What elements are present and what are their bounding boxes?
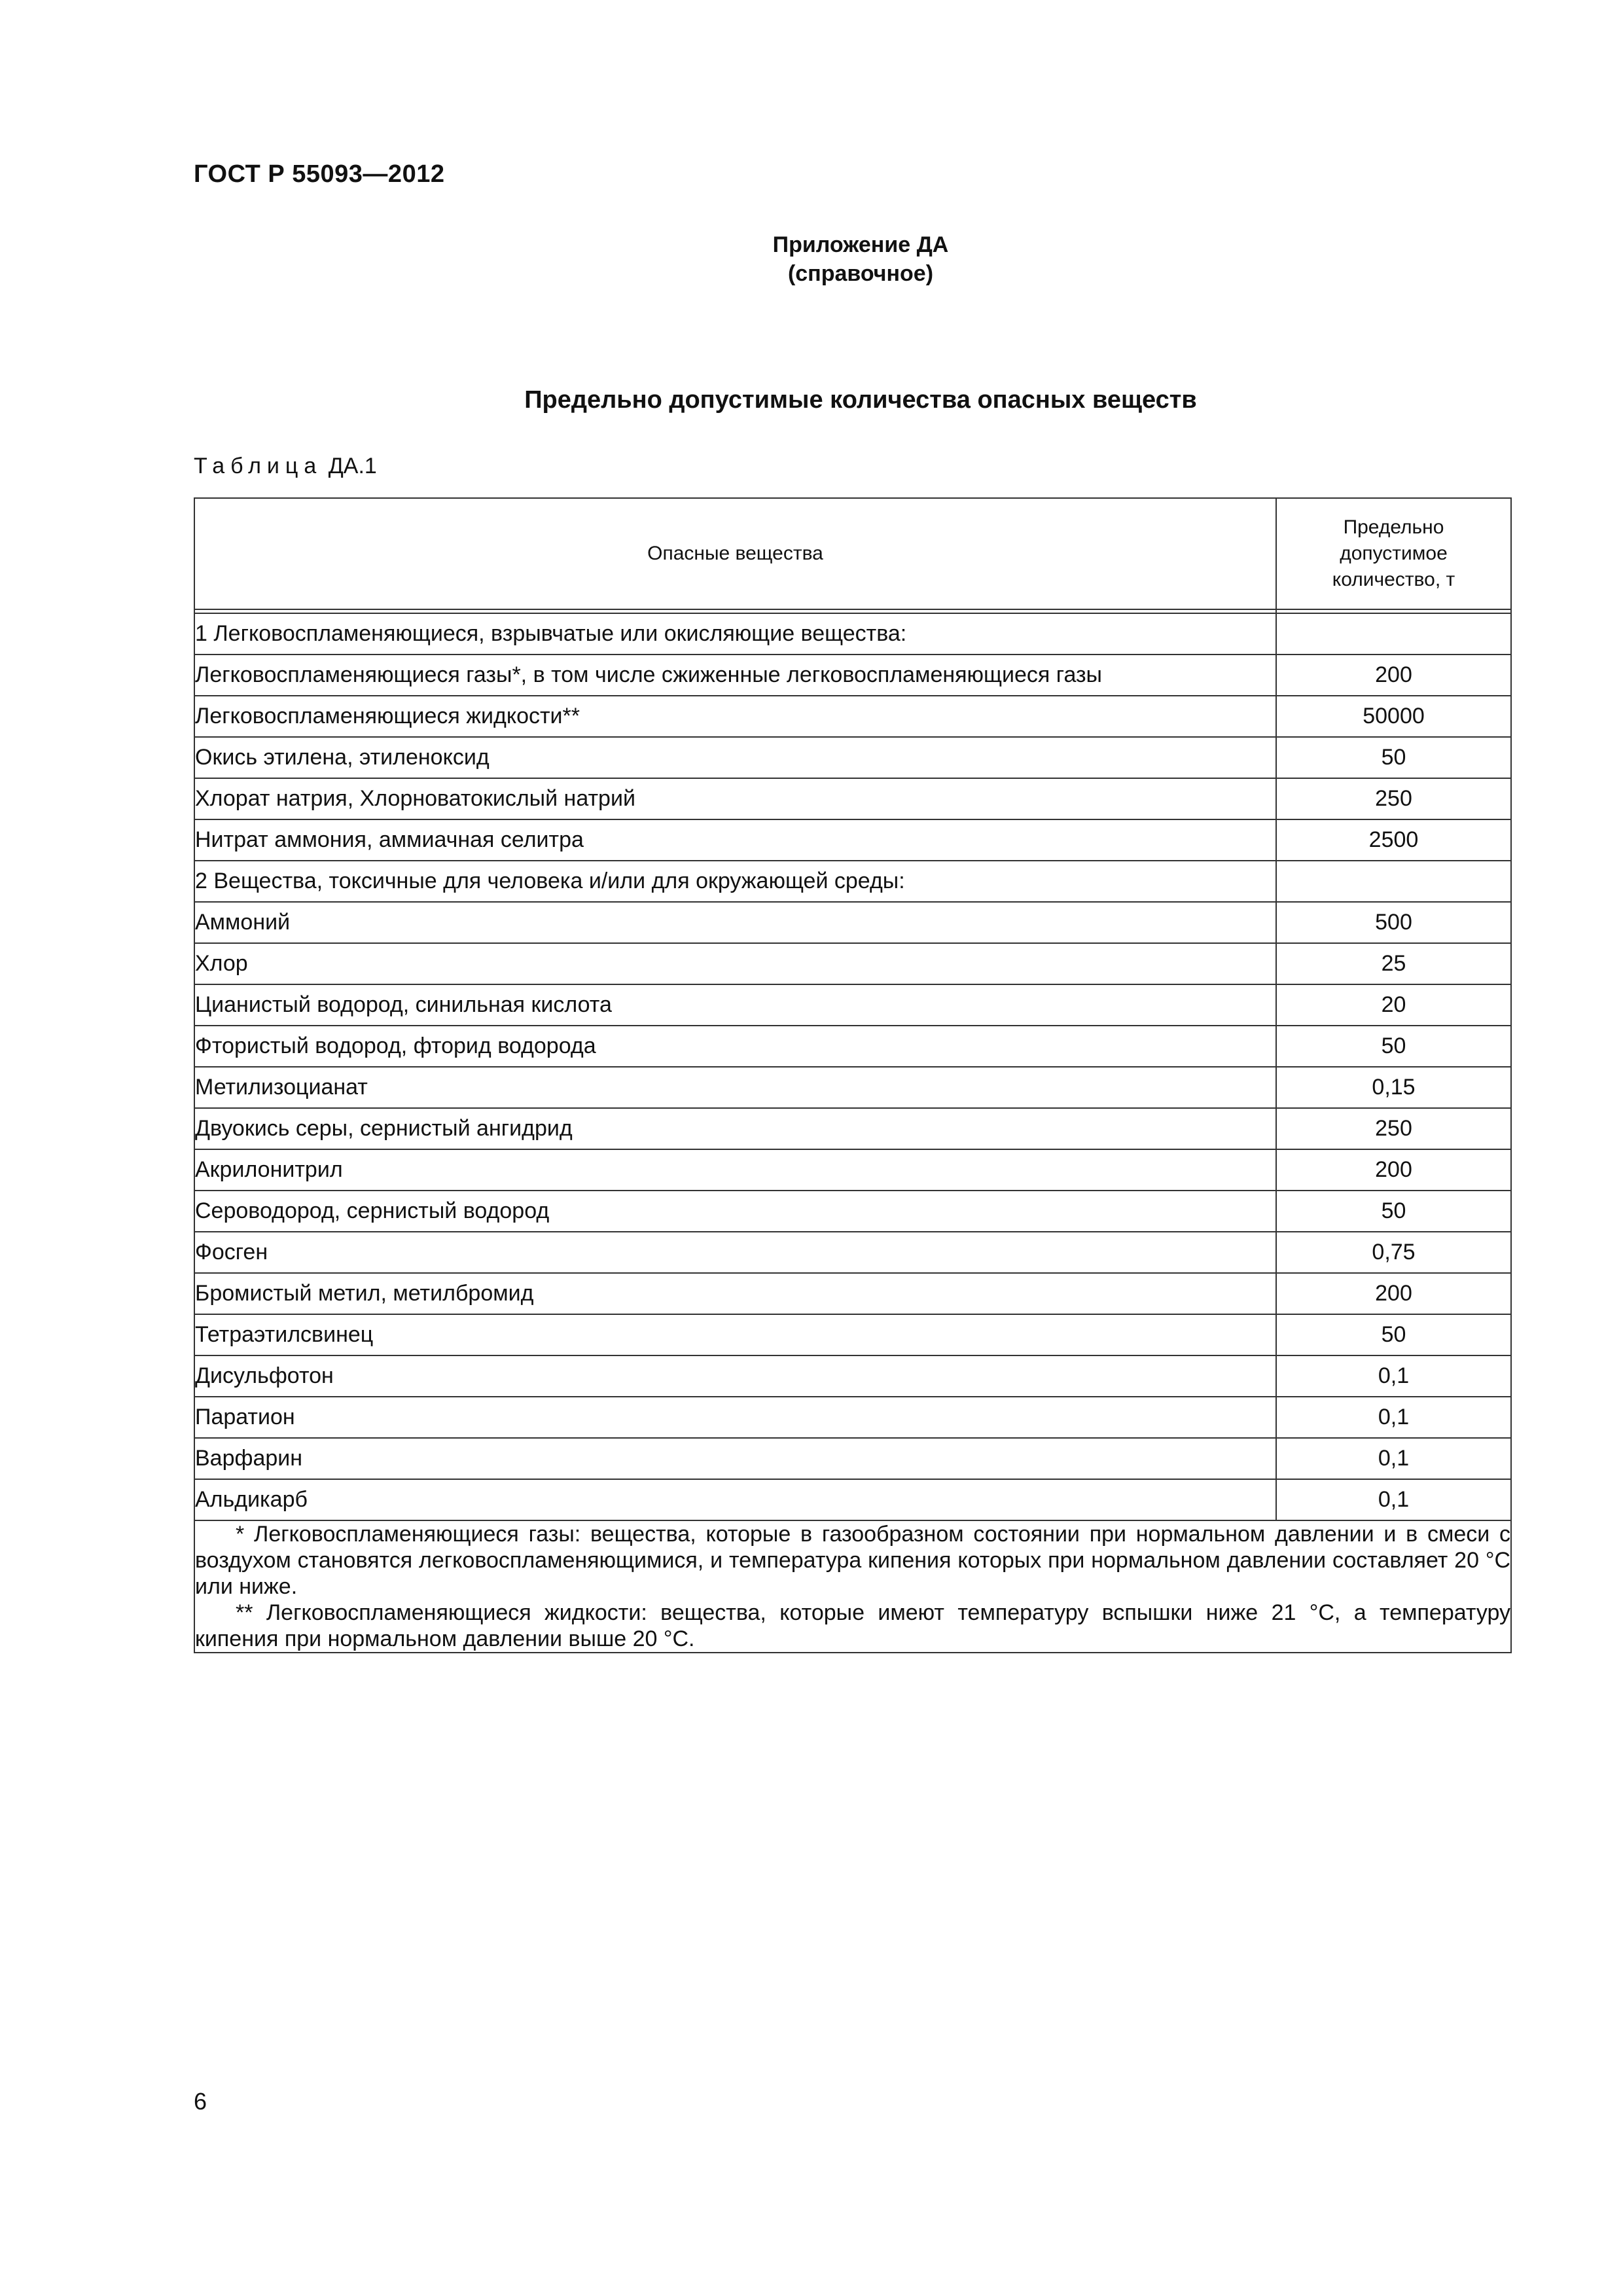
substance-name: Цианистый водород, синильная кислота (194, 984, 1276, 1026)
table-notes (194, 1520, 1511, 1653)
substance-quantity: 50 (1276, 1314, 1511, 1355)
substance-name: Акрилонитрил (194, 1149, 1276, 1191)
substance-quantity: 0,1 (1276, 1355, 1511, 1397)
table-row (194, 1232, 1511, 1273)
substance-name: Хлор (194, 943, 1276, 984)
table-body (194, 613, 1511, 1520)
substance-quantity: 0,75 (1276, 1232, 1511, 1273)
document-code: ГОСТ Р 55093—2012 (194, 160, 445, 188)
substance-name: Легковоспламеняющиеся жидкости** (194, 696, 1276, 737)
substance-name: Варфарин (194, 1438, 1276, 1479)
group-heading: 1 Легковоспламеняющиеся, взрывчатые или окисляющие вещества: (194, 613, 1276, 655)
page-title: Предельно допустимые количества опасных веществ (524, 386, 1197, 414)
substance-quantity: 20 (1276, 984, 1511, 1026)
substance-name: Бромистый метил, метилбромид (194, 1273, 1276, 1314)
note-flammable-liquids: ** Легковоспламеняющиеся жидкости: вещества, которые имеют температуру вспышки ниже 21 °С, а температуру кипения при нормальном давлении выше 20 °С. (195, 1600, 1510, 1651)
table-row (194, 1438, 1511, 1479)
substance-name: Сероводород, сернистый водород (194, 1191, 1276, 1232)
substance-name: Фтористый водород, фторид водорода (194, 1026, 1276, 1067)
substance-quantity: 200 (1276, 1273, 1511, 1314)
substance-name: Паратион (194, 1397, 1276, 1438)
substance-quantity (1276, 861, 1511, 902)
substance-name: Нитрат аммония, аммиачная селитра (194, 819, 1276, 861)
substance-name: Аммоний (194, 902, 1276, 943)
table-row (194, 1355, 1511, 1397)
table-group-row (194, 613, 1511, 655)
table-caption-label: Таблица (194, 454, 323, 478)
substance-quantity: 0,1 (1276, 1438, 1511, 1479)
substance-quantity: 25 (1276, 943, 1511, 984)
table-row (194, 943, 1511, 984)
header-quantity-line2: допустимое (1340, 543, 1448, 564)
table-row (194, 984, 1511, 1026)
substance-quantity: 50 (1276, 1026, 1511, 1067)
substance-name: Тетраэтилсвинец (194, 1314, 1276, 1355)
table-row (194, 1067, 1511, 1108)
table-row (194, 1026, 1511, 1067)
header-quantity (1276, 498, 1511, 609)
substance-name: Хлорат натрия, Хлорноватокислый натрий (194, 778, 1276, 819)
substance-quantity: 250 (1276, 778, 1511, 819)
table-row (194, 1479, 1511, 1520)
substance-quantity: 2500 (1276, 819, 1511, 861)
substance-name: Метилизоцианат (194, 1067, 1276, 1108)
table-caption-number: ДА.1 (328, 454, 377, 478)
table-row (194, 1191, 1511, 1232)
table-row (194, 1273, 1511, 1314)
substance-quantity: 250 (1276, 1108, 1511, 1149)
substance-name: Окись этилена, этиленоксид (194, 737, 1276, 778)
table-row (194, 655, 1511, 696)
header-quantity-line3: количество, т (1332, 569, 1455, 590)
table-row (194, 1314, 1511, 1355)
substances-table (194, 497, 1512, 1653)
substance-quantity: 200 (1276, 1149, 1511, 1191)
substance-name: Легковоспламеняющиеся газы*, в том числе сжиженные легковоспламеняющиеся газы (194, 655, 1276, 696)
table-row (194, 737, 1511, 778)
note-flammable-gases: * Легковоспламеняющиеся газы: вещества, которые в газообразном состоянии при нормальном давлении и в смеси с воздухом становятся легковоспламеняющимися, и температура кипения которых при нормальном давлении составляет 20 °С или ниже. (195, 1522, 1510, 1599)
header-substance: Опасные вещества (194, 498, 1276, 609)
header-quantity-line1: Предельно (1343, 516, 1444, 538)
table-row (194, 819, 1511, 861)
substance-quantity: 50 (1276, 737, 1511, 778)
substance-name: Фосген (194, 1232, 1276, 1273)
appendix-title: Приложение ДА (772, 232, 949, 257)
substance-quantity: 500 (1276, 902, 1511, 943)
substance-quantity: 50 (1276, 1191, 1511, 1232)
notes-row (194, 1520, 1511, 1653)
substance-quantity: 0,15 (1276, 1067, 1511, 1108)
table-row (194, 696, 1511, 737)
substance-quantity: 50000 (1276, 696, 1511, 737)
group-heading: 2 Вещества, токсичные для человека и/или для окружающей среды: (194, 861, 1276, 902)
table-row (194, 1108, 1511, 1149)
substance-name: Двуокись серы, сернистый ангидрид (194, 1108, 1276, 1149)
substance-quantity: 0,1 (1276, 1397, 1511, 1438)
table-row (194, 1149, 1511, 1191)
substance-name: Альдикарб (194, 1479, 1276, 1520)
substance-quantity (1276, 613, 1511, 655)
table-group-row (194, 861, 1511, 902)
appendix-heading (0, 230, 1623, 288)
appendix-kind: (справочное) (787, 261, 934, 286)
substance-quantity: 0,1 (1276, 1479, 1511, 1520)
table-row (194, 778, 1511, 819)
table-caption (194, 454, 377, 479)
table-row (194, 1397, 1511, 1438)
table-header-row (194, 498, 1511, 609)
table-row (194, 902, 1511, 943)
page-number: 6 (194, 2088, 207, 2115)
substance-quantity: 200 (1276, 655, 1511, 696)
substance-name: Дисульфотон (194, 1355, 1276, 1397)
